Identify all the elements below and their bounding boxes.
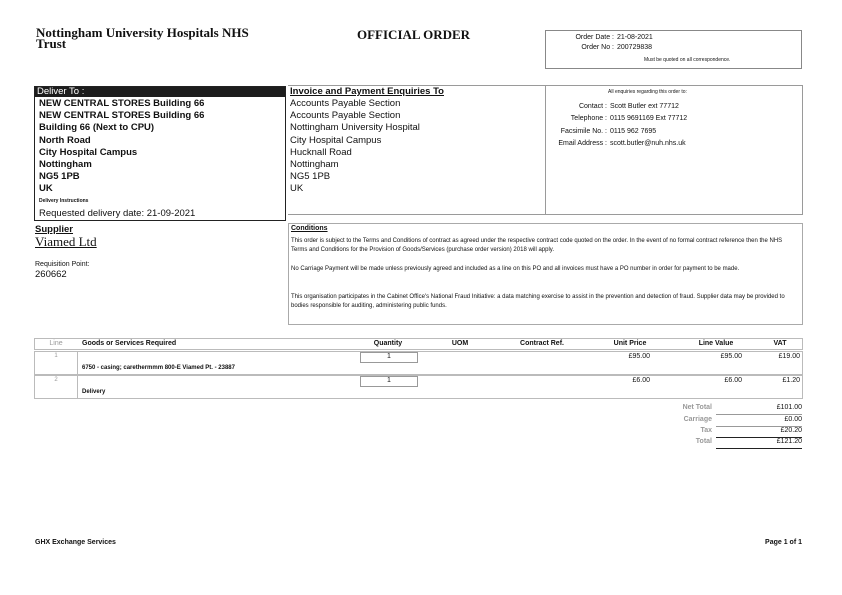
conditions-box — [288, 223, 803, 325]
col-header-quantity: Quantity — [373, 340, 403, 347]
invoice-line: Accounts Payable Section — [290, 98, 401, 109]
invoice-heading: Invoice and Payment Enquiries To — [290, 86, 444, 97]
order-lines-table — [34, 338, 803, 405]
invoice-line: Accounts Payable Section — [290, 110, 401, 122]
total-label: Total — [695, 438, 712, 445]
col-header-unit-price: Unit Price — [613, 340, 647, 347]
invoice-line: NG5 1PB — [290, 171, 331, 183]
col-header-contract-ref: Contract Ref. — [520, 340, 564, 347]
totals-block — [640, 404, 804, 452]
footer-left: GHX Exchange Services — [35, 539, 116, 546]
document-title: OFFICIAL ORDER — [357, 27, 471, 42]
carriage-label: Carriage — [683, 416, 712, 423]
conditions-paragraph-3: This organisation participates in the Cabinet Office's National Fraud Initiative: a data matching exercise to assist in the prevention and detection of fraud. Supplier data may be provided to bodies responsible for auditing, administering public funds. — [291, 294, 785, 309]
deliver-to-line: Nottingham — [39, 159, 92, 171]
net-total-label: Net Total — [682, 404, 712, 411]
line-value: £95.00 — [720, 353, 742, 360]
col-header-goods: Goods or Services Required — [82, 340, 177, 347]
deliver-to-line: City Hospital Campus — [39, 146, 138, 158]
organisation-name-line1: Nottingham University Hospitals NHS — [36, 25, 249, 40]
organisation-name-line2: Trust — [36, 36, 67, 51]
quantity-value: 1 — [387, 377, 391, 384]
net-total-value: £101.00 — [776, 404, 802, 411]
page-number: Page 1 of 1 — [765, 539, 802, 546]
deliver-to-line: UK — [39, 183, 53, 195]
telephone-value: 0115 9691169 Ext 77712 — [610, 115, 688, 123]
total-value: £121.20 — [776, 438, 802, 445]
unit-price: £6.00 — [632, 377, 650, 384]
requisition-point-value: 260662 — [35, 269, 67, 280]
telephone-label: Telephone : — [570, 115, 607, 123]
invoice-line: Nottingham — [290, 159, 339, 171]
col-header-line: Line — [49, 340, 63, 347]
supplier-heading: Supplier — [35, 224, 74, 235]
order-number: 200729838 — [617, 44, 653, 51]
vat-value: £19.00 — [778, 353, 800, 360]
order-info-box — [545, 30, 802, 69]
line-number: 2 — [54, 377, 58, 383]
vat-value: £1.20 — [782, 377, 800, 384]
delivery-instructions-label: Delivery Instructions — [39, 198, 89, 204]
deliver-to-box — [34, 86, 286, 221]
deliver-to-line: NEW CENTRAL STORES Building 66 — [39, 98, 205, 109]
deliver-to-line: NG5 1PB — [39, 171, 80, 183]
order-note: Must be quoted on all correspondence. — [644, 57, 731, 63]
col-header-line-value: Line Value — [698, 340, 734, 347]
line-value: £6.00 — [724, 377, 742, 384]
invoice-address — [290, 98, 420, 196]
tax-value: £20.20 — [780, 427, 802, 434]
conditions-paragraph-2: No Carriage Payment will be made unless previously agreed and included as a line on this PO and all invoices must have a PO number in order for payment to be made. — [291, 266, 740, 272]
fax-label: Facsimile No. : — [560, 127, 607, 135]
invoice-line: Nottingham University Hospital — [290, 122, 420, 134]
col-header-vat: VAT — [773, 340, 787, 347]
contact-label: Contact : — [578, 103, 607, 110]
deliver-to-address — [39, 98, 204, 196]
organisation-name — [36, 27, 249, 49]
contact-value: Scott Butler ext 77712 — [610, 103, 679, 110]
conditions-heading: Conditions — [291, 225, 328, 232]
deliver-to-line: Building 66 (Next to CPU) — [39, 122, 155, 134]
invoice-line: UK — [290, 183, 304, 195]
requisition-point-label: Requisition Point: — [35, 261, 90, 268]
contact-labels — [546, 101, 607, 150]
supplier-name: Viamed Ltd — [35, 234, 97, 249]
deliver-to-line: NEW CENTRAL STORES Building 66 — [39, 110, 205, 122]
requested-delivery-date: Requested delivery date: 21-09-2021 — [39, 208, 196, 219]
invoice-line: City Hospital Campus — [290, 134, 382, 146]
enquiries-note: All enquiries regarding this order to: — [608, 89, 687, 95]
order-date: 21-08-2021 — [617, 34, 653, 41]
contact-values — [610, 101, 687, 150]
email-label: Email Address : — [558, 139, 607, 147]
tax-label: Tax — [700, 427, 712, 434]
item-description: 6750 - casing; carethermmm 800-E Viamed Pt. - 23887 — [82, 365, 235, 371]
fax-value: 0115 962 7695 — [610, 127, 657, 135]
deliver-to-line: North Road — [39, 134, 91, 146]
col-header-uom: UOM — [451, 340, 469, 347]
unit-price: £95.00 — [628, 353, 650, 360]
order-date-label: Order Date : — [575, 34, 614, 41]
line-number: 1 — [54, 353, 58, 359]
invoice-line: Hucknall Road — [290, 146, 352, 158]
order-number-label: Order No : — [581, 44, 614, 51]
email-value: scott.butler@nuh.nhs.uk — [610, 139, 686, 147]
carriage-value: £0.00 — [784, 416, 802, 423]
item-description: Delivery — [82, 389, 106, 395]
deliver-to-heading: Deliver To : — [35, 87, 285, 97]
quantity-value: 1 — [387, 353, 391, 360]
conditions-paragraph-1: This order is subject to the Terms and Conditions of contract as agreed under the respective contract code quoted on the order. In the event of no formal contract reference then the NHS Terms and Conditions for the Provision of Goods/Services (purchase order version) 2018 will apply. — [291, 238, 783, 253]
